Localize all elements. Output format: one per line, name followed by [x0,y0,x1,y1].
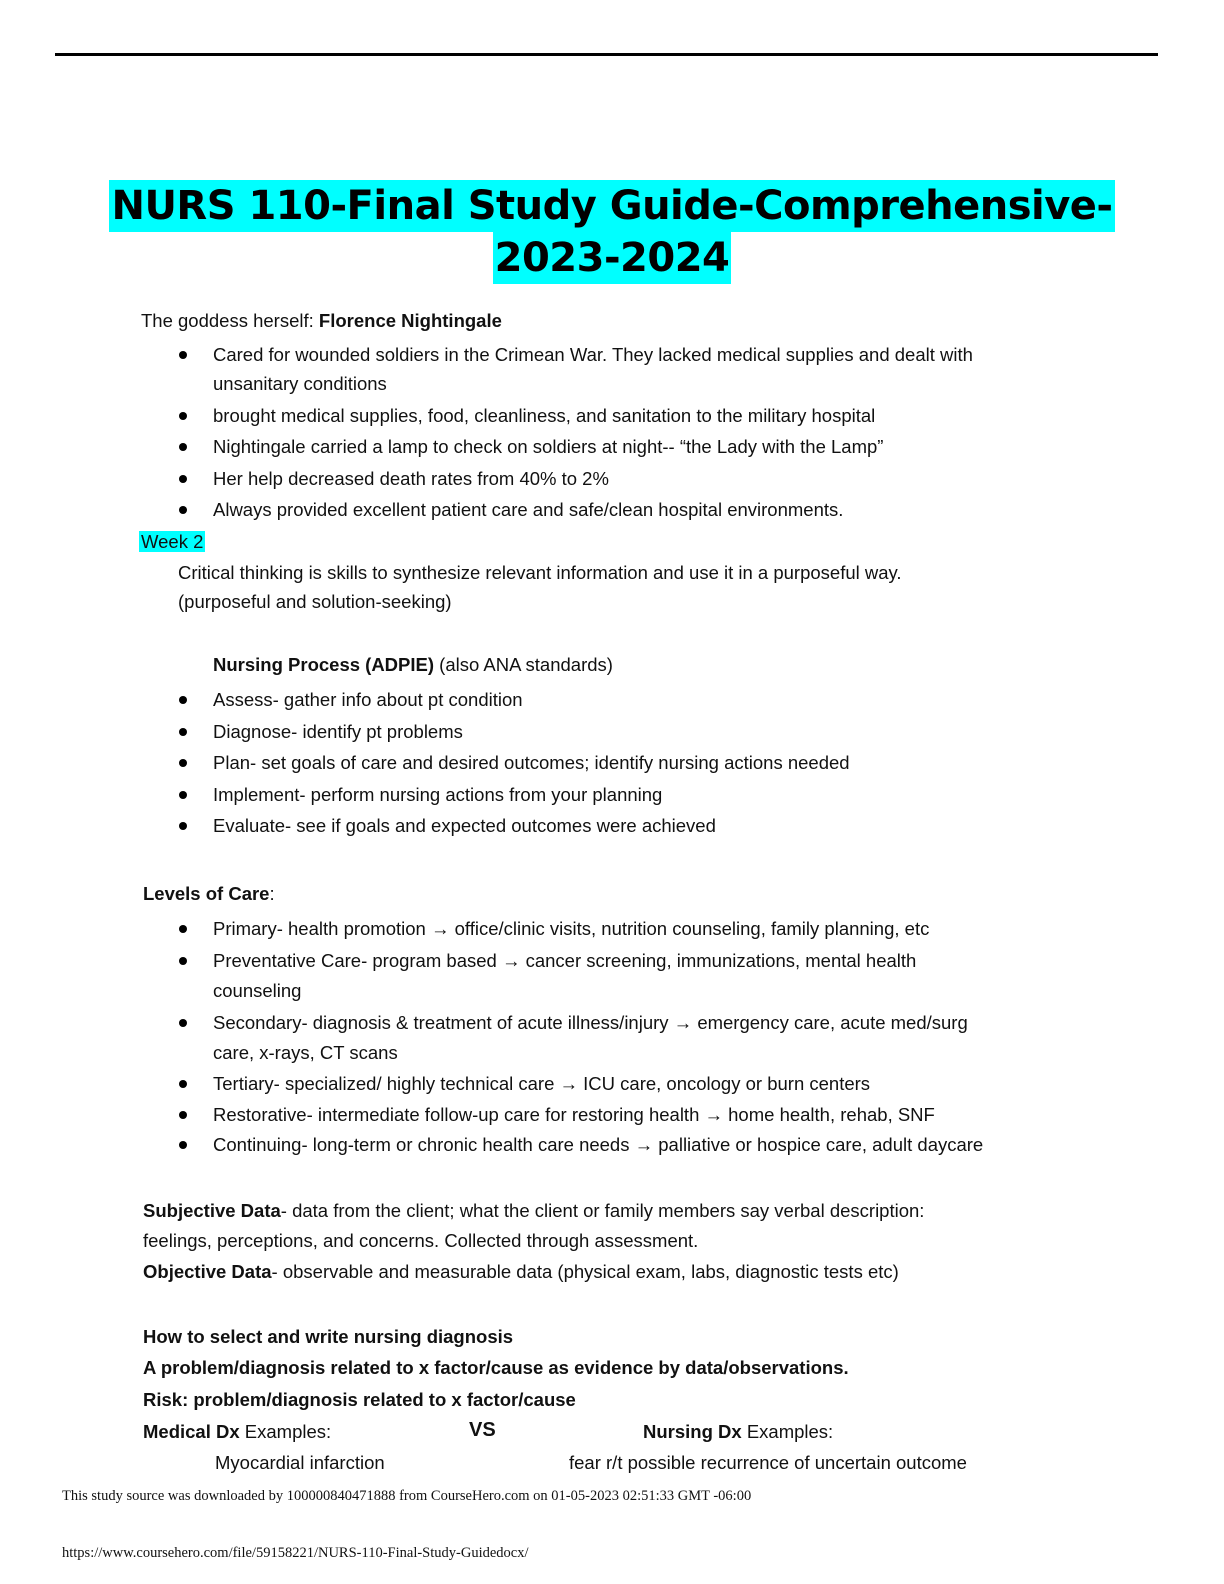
levels-of-care-heading [143,882,275,906]
list-item: Restorative- intermediate follow-up care for restoring health → home health, rehab, SNF [213,1104,935,1125]
bullet-icon [179,822,187,830]
bullet-icon [179,759,187,767]
week-label [139,530,205,554]
nursing-dx-rest: Examples: [741,1421,834,1442]
objective-data-line [143,1260,899,1284]
subjective-data-text: - data from the client; what the client or family members say verbal description: [280,1200,925,1221]
download-source-note: This study source was downloaded by 100000840471888 from CourseHero.com on 01-05-2023 02:51:33 GMT -06:00 [62,1488,752,1504]
list-item: Cared for wounded soldiers in the Crimean War. They lacked medical supplies and dealt with [213,344,973,365]
nursing-process-heading [213,653,613,677]
bullet-icon [179,1141,187,1149]
bullet-icon [179,412,187,420]
subjective-data-line [143,1199,924,1223]
bullet-icon [179,791,187,799]
list-item: Assess- gather info about pt condition [213,689,523,710]
subjective-data-continuation: feelings, perceptions, and concerns. Collected through assessment. [143,1230,699,1251]
list-item: Always provided excellent patient care and safe/clean hospital environments. [213,499,844,520]
list-item: Tertiary- specialized/ highly technical care → ICU care, oncology or burn centers [213,1073,871,1094]
medical-dx-heading [143,1420,331,1444]
list-item-continuation: unsanitary conditions [213,373,387,394]
medical-dx-rest: Examples: [239,1421,332,1442]
diagnosis-heading: How to select and write nursing diagnosis [143,1326,514,1347]
bullet-icon [179,475,187,483]
bullet-icon [179,957,187,965]
week-2-highlight: Week 2 [141,531,204,552]
list-item: Secondary- diagnosis & treatment of acute illness/injury → emergency care, acute med/surg [213,1012,968,1033]
bullet-icon [179,1080,187,1088]
diagnosis-format: A problem/diagnosis related to x factor/cause as evidence by data/observations. [143,1357,849,1378]
list-item: brought medical supplies, food, cleanliness, and sanitation to the military hospital [213,405,876,426]
bullet-icon [179,696,187,704]
list-item-continuation: care, x-rays, CT scans [213,1042,398,1063]
list-item-continuation: counseling [213,980,302,1001]
bullet-icon [179,506,187,514]
medical-dx-label: Medical Dx [143,1421,240,1442]
subjective-data-label: Subjective Data [143,1200,281,1221]
objective-data-text: - observable and measurable data (physical exam, labs, diagnostic tests etc) [271,1261,899,1282]
list-item: Diagnose- identify pt problems [213,721,463,742]
bullet-icon [179,443,187,451]
nursing-dx-label: Nursing Dx [643,1421,742,1442]
bullet-icon [179,925,187,933]
intro-line [141,309,502,333]
nursing-process-rest: (also ANA standards) [434,654,613,675]
list-item: Evaluate- see if goals and expected outcomes were achieved [213,815,716,836]
nursing-process-bold: Nursing Process (ADPIE) [213,654,435,675]
bullet-icon [179,1019,187,1027]
list-item: Primary- health promotion → office/clinic visits, nutrition counseling, family planning, etc [213,918,930,939]
critical-thinking-note: (purposeful and solution-seeking) [178,591,452,612]
list-item: Nightingale carried a lamp to check on soldiers at night-- “the Lady with the Lamp” [213,436,884,457]
medical-dx-example: Myocardial infarction [215,1452,385,1473]
levels-of-care-label: Levels of Care [143,883,270,904]
title-line-1: NURS 110-Final Study Guide-Comprehensive- [109,180,1114,232]
nursing-dx-example: fear r/t possible recurrence of uncertain outcome [569,1452,967,1473]
list-item: Her help decreased death rates from 40% to 2% [213,468,609,489]
nursing-dx-heading [643,1420,833,1444]
list-item: Plan- set goals of care and desired outcomes; identify nursing actions needed [213,752,850,773]
bullet-icon [179,351,187,359]
list-item: Implement- perform nursing actions from your planning [213,784,663,805]
critical-thinking-text: Critical thinking is skills to synthesize relevant information and use it in a purposeful way. [178,562,902,583]
levels-of-care-colon: : [269,883,275,904]
bullet-icon [179,728,187,736]
objective-data-label: Objective Data [143,1261,272,1282]
title-line-2: 2023-2024 [493,232,732,284]
intro-prefix: The goddess herself: [141,310,319,331]
top-rule [55,53,1158,56]
intro-name: Florence Nightingale [318,310,502,331]
list-item: Continuing- long-term or chronic health care needs → palliative or hospice care, adult daycare [213,1134,984,1155]
risk-diagnosis-format: Risk: problem/diagnosis related to x factor/cause [143,1389,576,1410]
vs-label: VS [469,1419,496,1441]
source-url-link[interactable]: https://www.coursehero.com/file/59158221/NURS-110-Final-Study-Guidedocx/ [62,1545,529,1561]
bullet-icon [179,1111,187,1119]
page-title [0,180,1224,284]
list-item: Preventative Care- program based → cancer screening, immunizations, mental health [213,950,917,971]
